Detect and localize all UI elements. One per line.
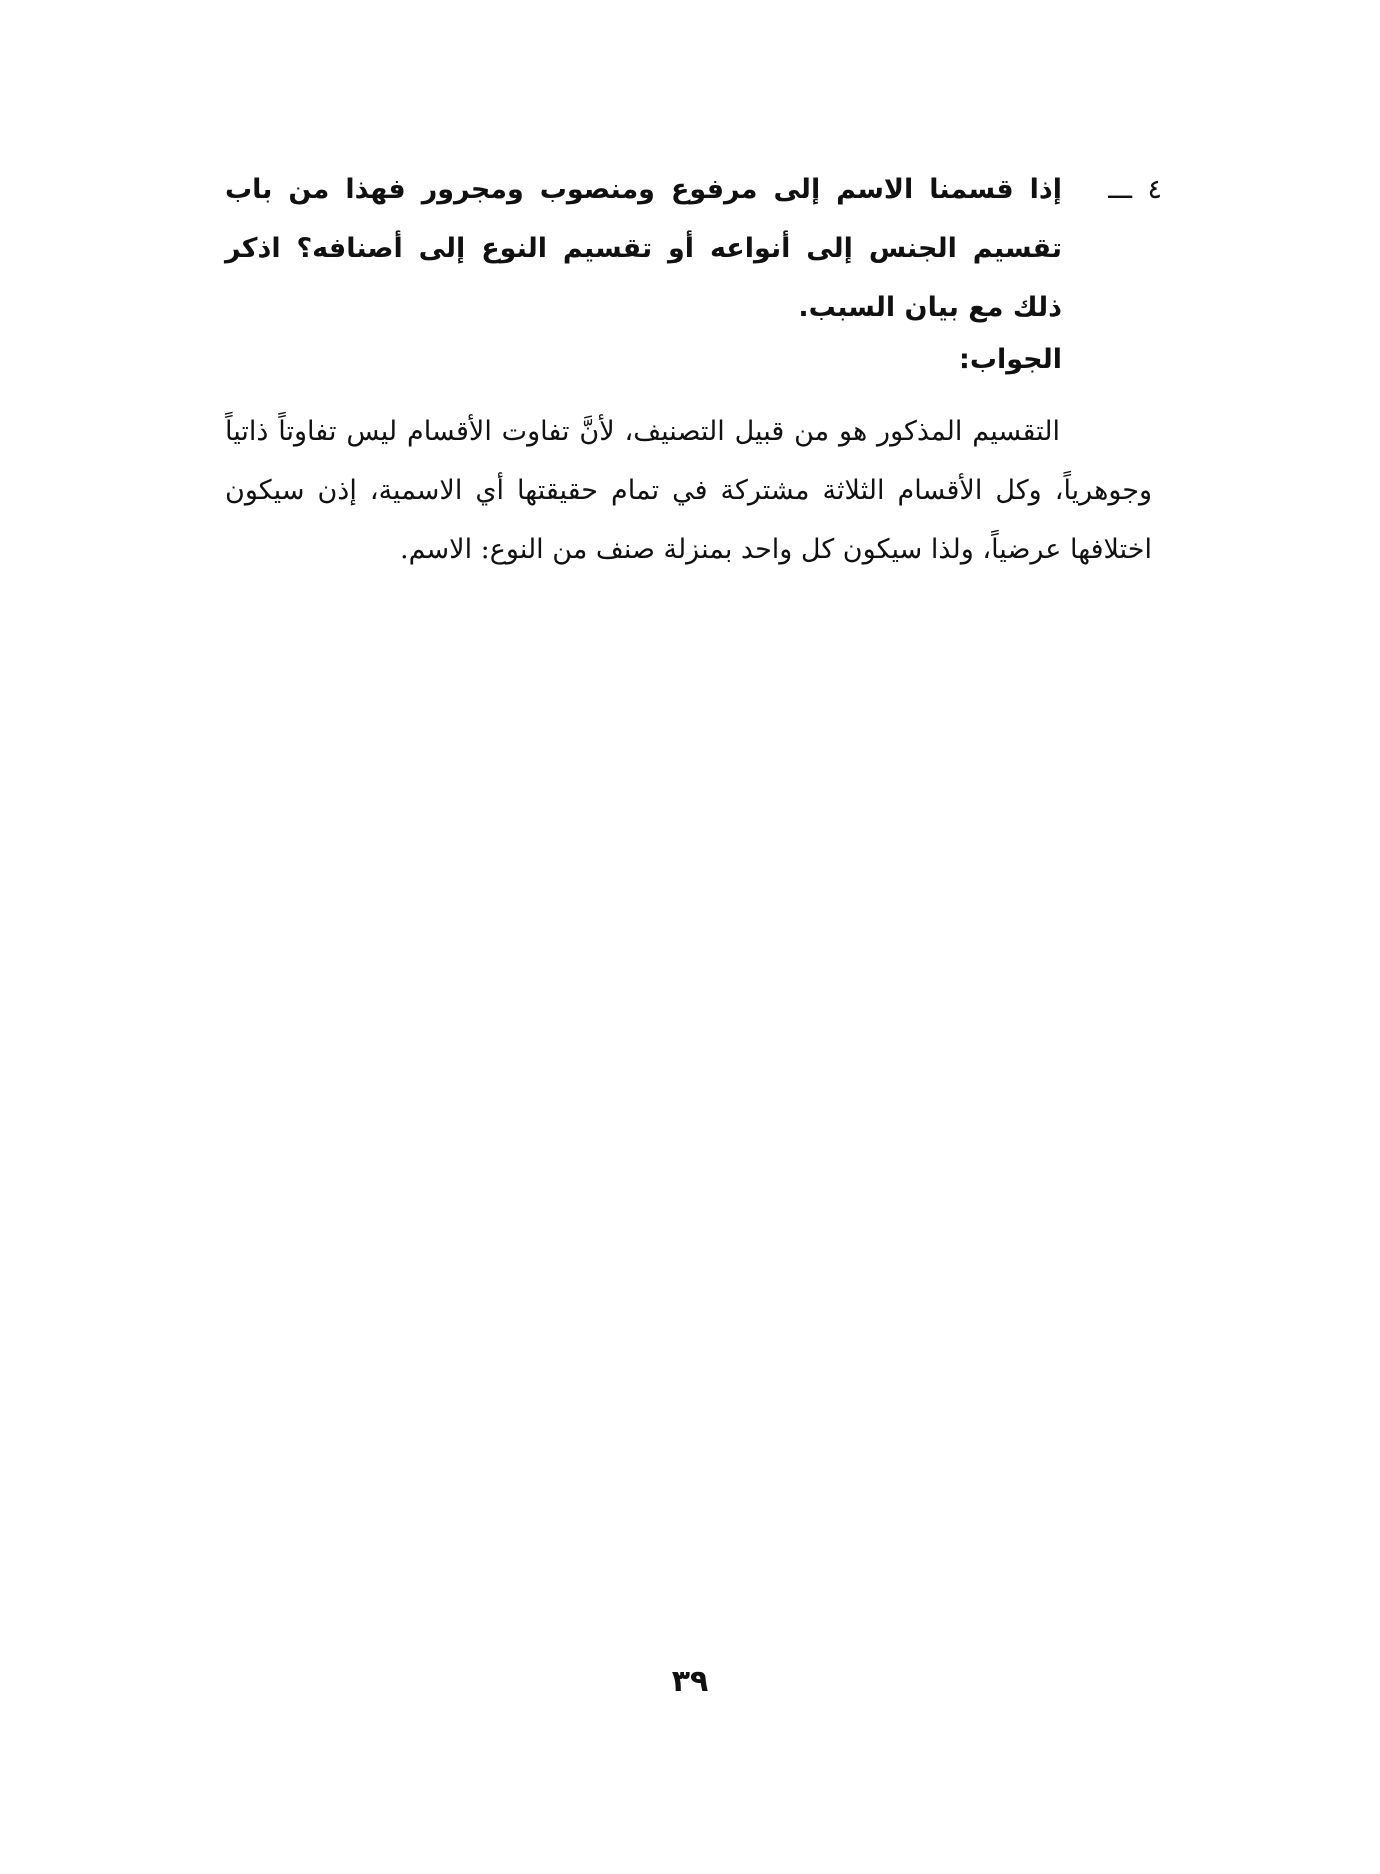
question-paragraph bbox=[225, 160, 1162, 337]
question-text: إذا قسمنا الاسم إلى مرفوع ومنصوب ومجرور فهذا من باب تقسيم الجنس إلى أنواعه أو تقسيم النوع إلى أصنافه؟ اذكر ذلك مع بيان السبب. bbox=[225, 174, 1062, 323]
question-dash: ـــ bbox=[1108, 174, 1132, 205]
answer-label: الجواب: bbox=[959, 344, 1062, 375]
answer-paragraph: التقسيم المذكور هو من قبيل التصنيف، لأنَّ تفاوت الأقسام ليس تفاوتاً ذاتياً وجوهرياً، وكل الأقسام الثلاثة مشتركة في تمام حقيقتها أي الاسمية، إذن سيكون اختلافها عرضياً، ولذا سيكون كل واحد بمنزلة صنف من النوع: الاسم. bbox=[225, 416, 1152, 565]
page-number: ٣٩ bbox=[671, 1664, 709, 1699]
question-number: ٤ bbox=[1147, 174, 1162, 205]
